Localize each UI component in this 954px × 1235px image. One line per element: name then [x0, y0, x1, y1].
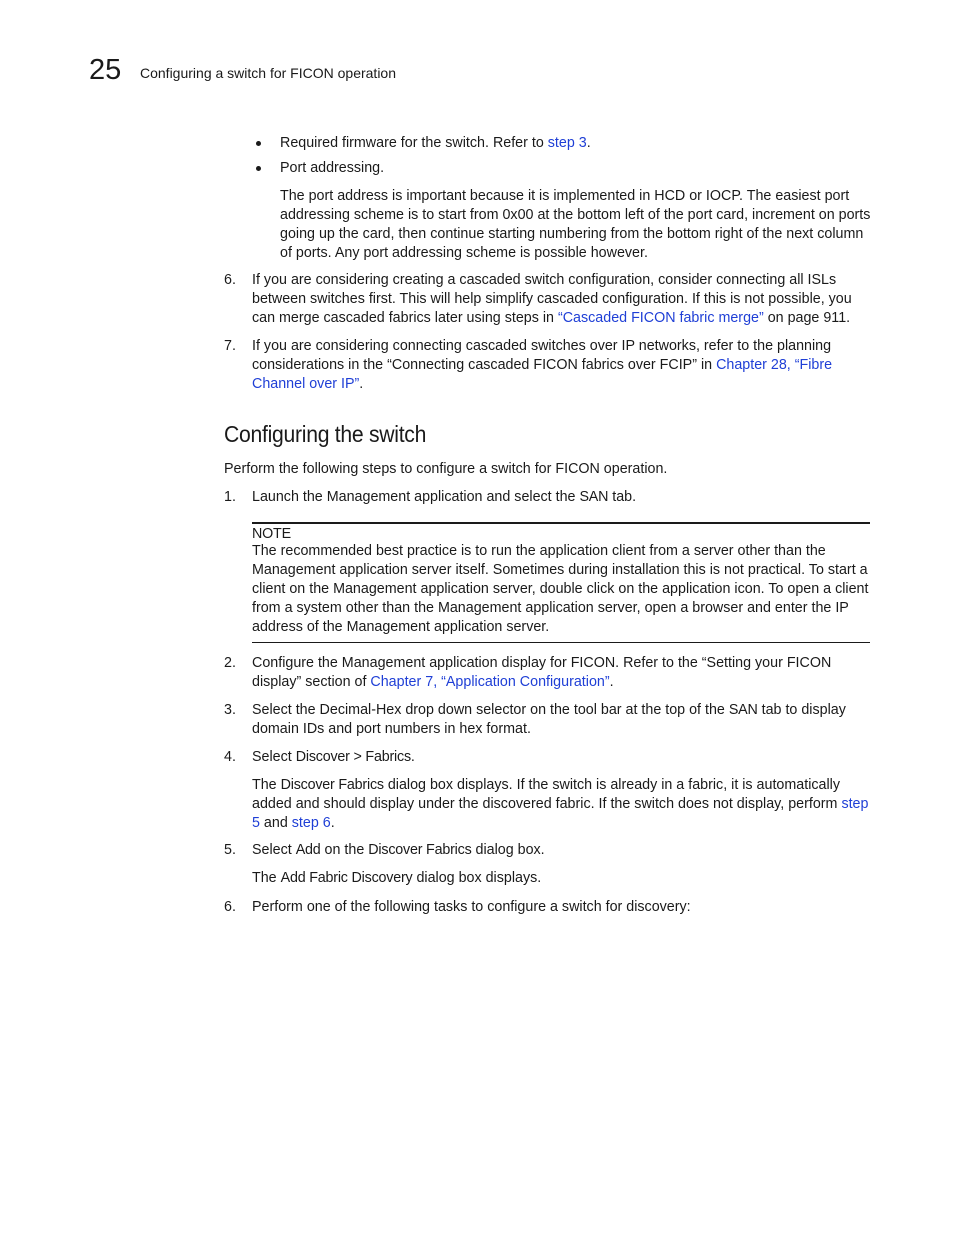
discover-fabrics-dialog-term: Discover Fabrics	[280, 777, 384, 793]
add-button-term: Add	[295, 842, 321, 858]
step-number: 6.	[224, 272, 236, 288]
note-top-rule	[252, 522, 870, 524]
chapter-7-application-configuration-link[interactable]: Chapter 7, “Application Configuration”	[370, 674, 610, 690]
step-3-decimal-hex: Select the Decimal-Hex drop down selector on the tool bar at the top of the SAN tab to display domain IDs and port numbers in hex format.	[252, 702, 846, 737]
step-6-perform-tasks: Perform one of the following tasks to configure a switch for discovery:	[252, 899, 691, 915]
step-number: 6.	[224, 899, 236, 915]
running-header-title: Configuring a switch for FICON operation	[140, 65, 396, 81]
discover-fabrics-menu-term: Discover > Fabrics	[295, 749, 411, 765]
step-5-select-add: Select Add on the Discover Fabrics dialog box.	[252, 842, 545, 858]
step-6-cascaded-config: If you are considering creating a cascaded switch configuration, consider connecting all ISLs between switches first. This will help simplify cascaded configuration. If this is not possible, you can merge cascaded fabrics later using steps in “Cascaded FICON fabric merge” on page 911.	[252, 272, 852, 326]
step-7-cascaded-over-ip: If you are considering connecting cascaded switches over IP networks, refer to the planning considerations in the “Connecting cascaded FICON fabrics over FCIP” in Chapter 28, “Fibre Channel over IP”.	[252, 338, 833, 392]
chapter-28-fibre-channel-link[interactable]: Chapter 28, “Fibre Channel over IP”	[252, 357, 833, 392]
step-1-launch: Launch the Management application and select the SAN tab.	[252, 489, 637, 505]
bullet-dot	[256, 141, 261, 146]
step-number: 3.	[224, 702, 236, 718]
note-label: NOTE	[252, 526, 291, 542]
note-bottom-rule	[252, 642, 870, 643]
bullet-required-firmware: Required firmware for the switch. Refer to step 3.	[280, 135, 591, 151]
step-3-link[interactable]: step 3	[547, 135, 587, 151]
step-6-link[interactable]: step 6	[291, 815, 331, 831]
step-number: 5.	[224, 842, 236, 858]
port-address-paragraph: The port address is important because it is implemented in HCD or IOCP. The easiest port addressing scheme is to start from 0x00 at the bottom left of the port card, increment on ports going up the card, then continue starting numbering from the bottom right of the next column of ports. Any port addressing scheme is possible however.	[280, 188, 871, 261]
bullet-dot	[256, 166, 261, 171]
cascaded-ficon-fabric-merge-link[interactable]: “Cascaded FICON fabric merge”	[557, 310, 764, 326]
san-tab-term: SAN	[579, 489, 609, 505]
step-4-paragraph: The Discover Fabrics dialog box displays. If the switch is already in a fabric, it is automatically added and should display under the discovered fabric. If the switch does not display, perform step 5 and step 6.	[252, 777, 869, 831]
step-number: 4.	[224, 749, 236, 765]
step-5-paragraph: The Add Fabric Discovery dialog box displays.	[252, 870, 542, 886]
step-number: 7.	[224, 338, 236, 354]
section-heading: Configuring the switch	[224, 421, 427, 447]
discover-fabrics-dialog-term: Discover Fabrics	[368, 842, 472, 858]
step-number: 2.	[224, 655, 236, 671]
step-5-link[interactable]: step 5	[252, 796, 869, 831]
add-fabric-discovery-dialog-term: Add Fabric Discovery	[280, 870, 413, 886]
section-intro: Perform the following steps to configure a switch for FICON operation.	[224, 461, 668, 477]
note-text: The recommended best practice is to run the application client from a server other than the Management application server itself. Sometimes during installation this is not practical. To start a client on the Management application server, double click on the application icon. To open a client from a system other than the Management application server, open a browser and enter the IP address of the Management application server.	[252, 543, 869, 635]
bullet-port-addressing: Port addressing.	[280, 160, 385, 176]
chapter-number: 25	[89, 54, 122, 86]
step-number: 1.	[224, 489, 236, 505]
san-tab-term: SAN	[728, 702, 758, 718]
step-4-select-discover: Select Discover > Fabrics.	[252, 749, 415, 765]
step-2-configure-display: Configure the Management application display for FICON. Refer to the “Setting your FICON display” section of Chapter 7, “Application Configuration”.	[252, 655, 832, 690]
